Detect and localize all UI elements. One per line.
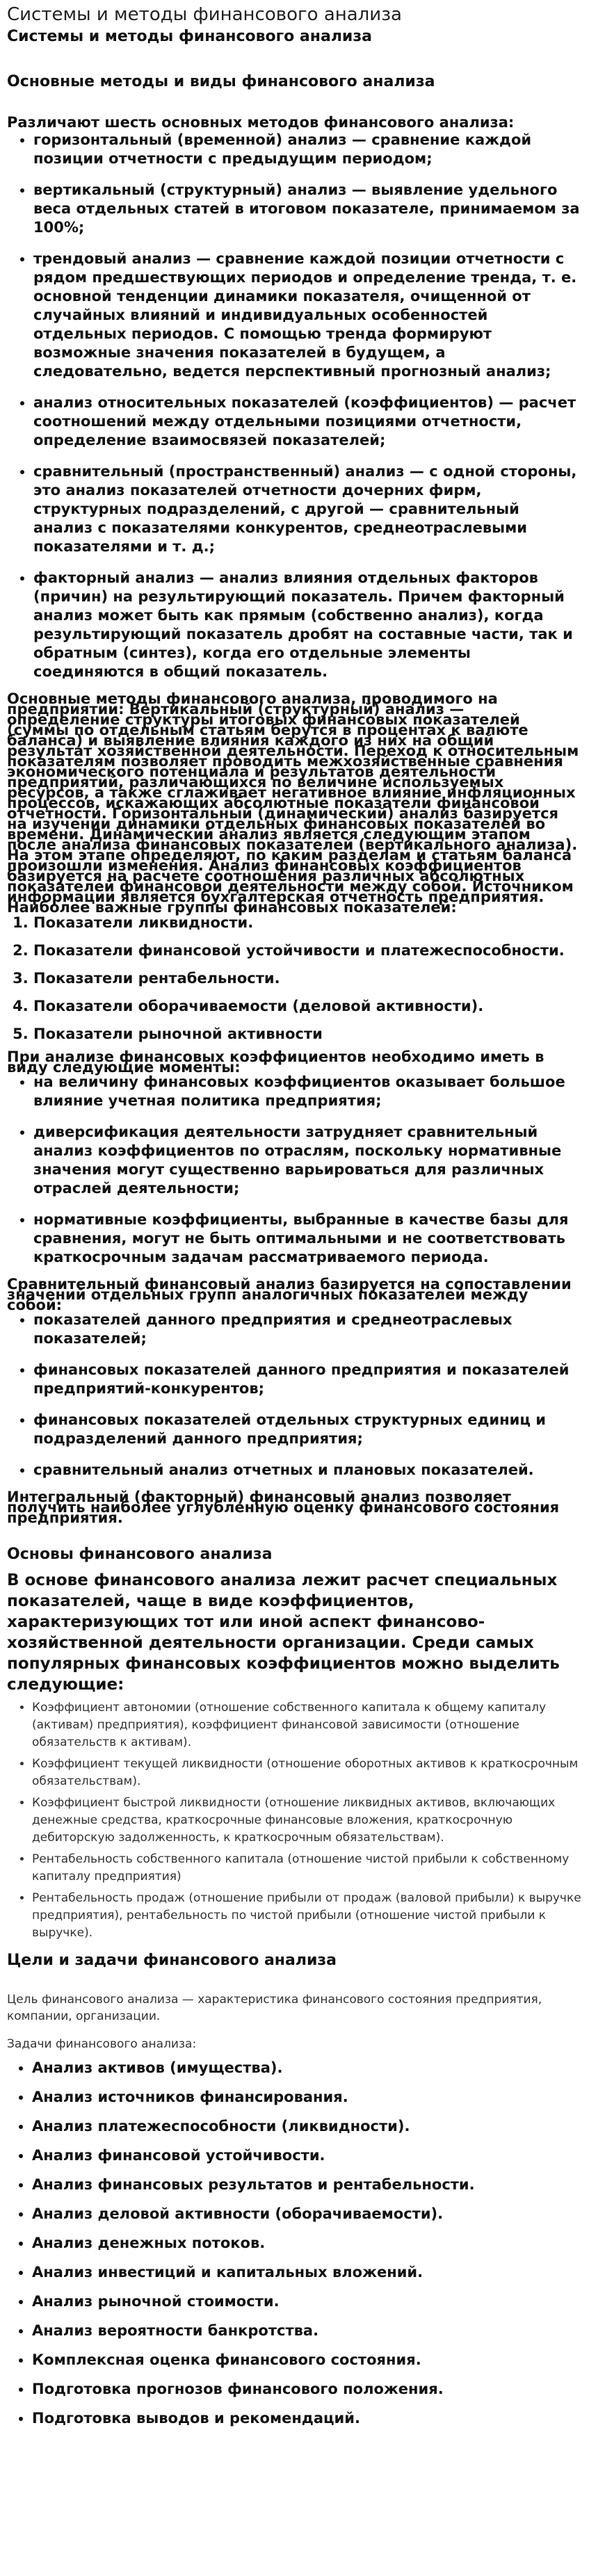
caveat-item: • диверсификация деятельности затрудняет сравнительный анализ коэффициентов по отраслям, поскольку нормативные значения могут существенно варьироваться для различных отраслей деятельности; [33, 1123, 582, 1198]
methods-intro: Различают шесть основных методов финансового анализа: [7, 114, 515, 131]
integral-analysis-text: Интегральный (факторный) финансовый анализ позволяет получить наиболее углубленную оценку финансового состояния предприятия. [7, 1489, 560, 1526]
section-heading-goals: Цели и задачи финансового анализа [7, 1952, 337, 1969]
task-item: • Подготовка прогнозов финансового положения. [32, 2379, 582, 2399]
task-item: • Анализ инвестиций и капитальных вложений. [32, 2262, 582, 2282]
comparative-intro: Сравнительный финансовый анализ базируется на сопоставлении значений отдельных групп аналогичных показателей между собой: [7, 1276, 572, 1313]
comparative-item: • показателей данного предприятия и среднеотраслевых показателей; [33, 1311, 582, 1348]
method-item: • вертикальный (структурный) анализ — выявление удельного веса отдельных статей в итоговом показателе, принимаемом за 100%; [33, 181, 582, 237]
comparative-item: • сравнительный анализ отчетных и плановых показателей. [33, 1461, 582, 1480]
caveat-item: • на величину финансовых коэффициентов оказывает большое влияние учетная политика предприятия; [33, 1073, 582, 1110]
comparative-item: • финансовых показателей данного предприятия и показателей предприятий-конкурентов; [33, 1361, 582, 1398]
caveats-intro: При анализе финансовых коэффициентов необходимо иметь в виду следующие моменты: [7, 1048, 544, 1076]
task-item: • Комплексная оценка финансового состояния. [32, 2350, 582, 2370]
task-item: • Анализ активов (имущества). [32, 2058, 582, 2077]
indicator-group-item: 5. Показатели рыночной активности [33, 1024, 582, 1044]
indicator-groups-list [7, 913, 582, 1044]
coefficient-item: • Рентабельность продаж (отношение прибыли от продаж (валовой прибыли) к выручке предприятия), рентабельность по чистой прибыли (отношение чистой прибыли к выручке). [32, 1890, 582, 1942]
caveat-item: • нормативные коэффициенты, выбранные в качестве базы для сравнения, могут не быть оптимальными и не соответствовать краткосрочным задачам рассматриваемого периода. [33, 1210, 582, 1267]
indicator-group-item: 1. Показатели ликвидности. [33, 913, 582, 932]
indicator-group-item: 2. Показатели финансовой устойчивости и платежеспособности. [33, 941, 582, 960]
methods-detail-text: Основные методы финансового анализа, проводимого на предприятии: Вертикальный (структурный) анализ — определение структуры итоговых финансовых показателей (суммы по отдельным статьям берутся в процентах к валюте баланса) и выявление влияния каждого из них на общий результат хозяйственной деятельности. Переход к относительным показателям позволяет проводить межхозяйственные сравнения экономического потенциала и результатов деятельности предприятий, различающихся по величине используемых ресурсов, а также сглаживает негативное влияние инфляционных процессов, искажающих абсолютные показатели финансовой отчетности. Горизонтальный (динамический) анализ базируется на изучении динамики отдельных финансовых показателей во времени. Динамический анализ является следующим этапом после анализа финансовых показателей (вертикального анализа). На этом этапе определяют, по каким разделам и статьям баланса произошли изменения. Анализ финансовых коэффициентов базируется на расчете соотношения различных абсолютных показателей финансовой деятельности между собой. Источником информации является бухгалтерская отчетность предприятия. Наиболее важные группы финансовых показателей: [7, 690, 579, 916]
task-item: • Анализ платежеспособности (ликвидности). [32, 2116, 582, 2136]
goal-paragraph: Цель финансового анализа — характеристика финансового состояния предприятия, компании, организации. [7, 1993, 542, 2023]
document-subtitle: Системы и методы финансового анализа [7, 28, 372, 45]
task-item: • Анализ денежных потоков. [32, 2233, 582, 2253]
coefficient-item: • Коэффициент автономии (отношение собственного капитала к общему капиталу (активам) предприятия), коэффициент финансовой зависимости (отношение обязательств к активам). [32, 1699, 582, 1751]
method-item: • анализ относительных показателей (коэффициентов) — расчет соотношений между отдельными позициями отчетности, определение взаимосвязей показателей; [33, 394, 582, 450]
task-item: • Анализ финансовой устойчивости. [32, 2146, 582, 2165]
task-item: • Анализ вероятности банкротства. [32, 2321, 582, 2340]
coefficients-list [7, 1699, 582, 1942]
method-item: • горизонтальный (временной) анализ — сравнение каждой позиции отчетности с предыдущим периодом; [33, 131, 582, 168]
coefficient-item: • Коэффициент быстрой ликвидности (отношение ликвидных активов, включающих денежные средства, краткосрочные финансовые вложения, краткосрочную дебиторскую задолженность, к краткосрочным обязательствам). [32, 1795, 582, 1847]
caveats-list [7, 1073, 582, 1267]
basics-paragraph: В основе финансового анализа лежит расчет специальных показателей, чаще в виде коэффициентов, характеризующих тот или иной аспект финансово-хозяйственной деятельности организации. Среди самых популярных финансовых коэффициентов можно выделить следующие: [7, 1571, 560, 1694]
method-item: • факторный анализ — анализ влияния отдельных факторов (причин) на результирующий показатель. Причем факторный анализ может быть как прямым (собственно анализ), когда результирующий показатель дробят на составные части, так и обратным (синтез), когда его отдельные элементы соединяются в общий показатель. [33, 569, 582, 681]
task-item: • Подготовка выводов и рекомендаций. [32, 2408, 582, 2428]
task-item: • Анализ рыночной стоимости. [32, 2292, 582, 2311]
task-item: • Анализ источников финансирования. [32, 2087, 582, 2107]
document-title: Системы и методы финансового анализа [7, 4, 402, 25]
comparative-item: • финансовых показателей отдельных структурных единиц и подразделений данного предприятия; [33, 1411, 582, 1448]
tasks-label: Задачи финансового анализа: [7, 2037, 197, 2051]
methods-list [7, 131, 582, 681]
section-heading-basics: Основы финансового анализа [7, 1546, 273, 1563]
indicator-group-item: 3. Показатели рентабельности. [33, 969, 582, 988]
method-item: • сравнительный (пространственный) анализ — с одной стороны, это анализ показателей отчетности дочерних фирм, структурных подразделений, с другой — сравнительный анализ с показателями конкурентов, среднеотраслевыми показателями и т. д.; [33, 462, 582, 556]
coefficient-item: • Рентабельность собственного капитала (отношение чистой прибыли к собственному капиталу предприятия) [32, 1851, 582, 1886]
indicator-group-item: 4. Показатели оборачиваемости (деловой активности). [33, 996, 582, 1016]
tasks-list [7, 2058, 582, 2428]
coefficient-item: • Коэффициент текущей ликвидности (отношение оборотных активов к краткосрочным обязательствам). [32, 1756, 582, 1790]
section-heading-methods: Основные методы и виды финансового анализа [7, 73, 435, 90]
task-item: • Анализ финансовых результатов и рентабельности. [32, 2175, 582, 2194]
comparative-list [7, 1311, 582, 1480]
document [0, 4, 589, 2428]
method-item: • трендовый анализ — сравнение каждой позиции отчетности с рядом предшествующих периодов и определение тренда, т. е. основной тенденции динамики показателя, очищенной от случайных влияний и индивидуальных особенностей отдельных периодов. С помощью тренда формируют возможные значения показателей в будущем, а следовательно, ведется перспективный прогнозный анализ; [33, 250, 582, 381]
task-item: • Анализ деловой активности (оборачиваемости). [32, 2204, 582, 2223]
